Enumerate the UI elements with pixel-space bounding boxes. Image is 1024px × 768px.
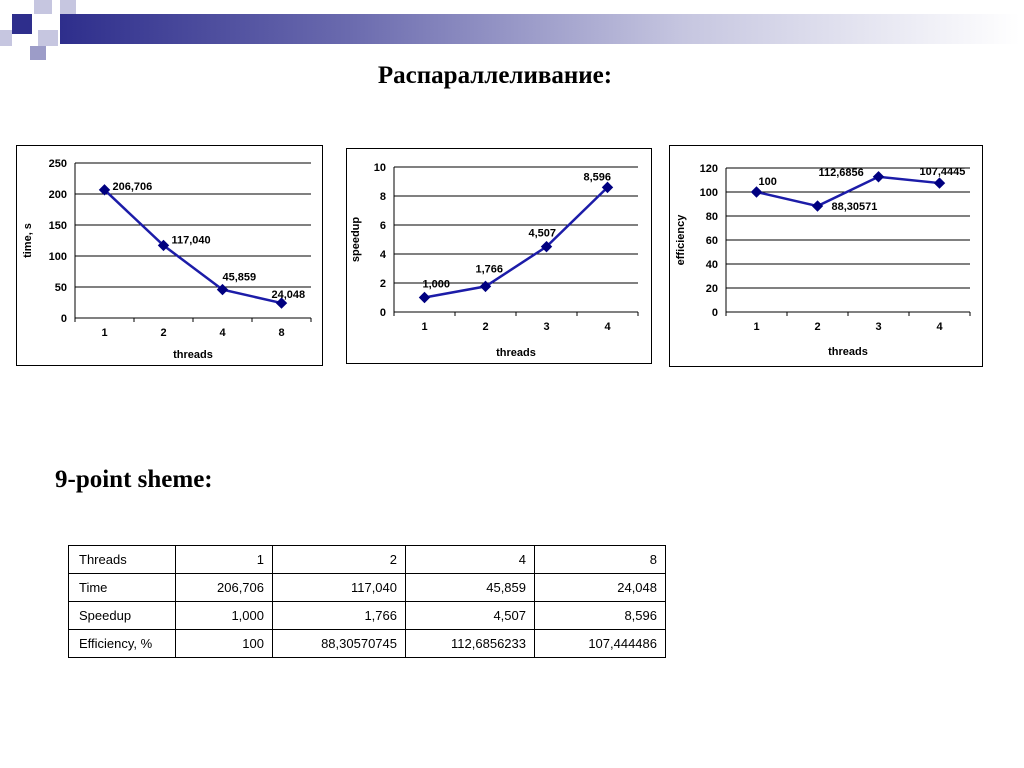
table-cell: 100	[176, 630, 273, 658]
y-tick-label: 150	[48, 220, 67, 232]
data-label: 107,4445	[919, 166, 966, 179]
data-label: 88,30571	[831, 201, 878, 214]
y-tick-label: 120	[699, 163, 718, 175]
y-tick-label: 60	[705, 235, 718, 247]
time-chart	[16, 145, 323, 366]
y-tick-label: 100	[699, 187, 718, 199]
table-cell: 1,766	[273, 602, 406, 630]
y-tick-label: 4	[379, 249, 386, 261]
header-square-light	[60, 0, 76, 14]
table-cell: 88,30570745	[273, 630, 406, 658]
data-label: 45,859	[222, 271, 257, 284]
y-tick-label: 8	[379, 191, 386, 203]
table-cell: 112,6856233	[406, 630, 535, 658]
x-tick-label: 4	[604, 321, 611, 333]
table-row	[69, 602, 666, 630]
x-tick-label: 2	[814, 321, 821, 333]
data-label: 112,6856	[818, 166, 864, 179]
time-chart-svg	[17, 146, 322, 365]
header-gradient-bar	[60, 14, 1020, 44]
efficiency-chart-svg	[670, 146, 982, 366]
x-tick-label: 2	[482, 321, 489, 333]
x-tick-label: 1	[101, 327, 108, 339]
table-cell: 4	[406, 546, 535, 574]
results-table	[68, 545, 666, 658]
y-tick-label: 0	[711, 307, 718, 319]
x-tick-label: 3	[875, 321, 882, 333]
section-heading: 9-point sheme:	[55, 466, 213, 493]
header-square-mid	[30, 46, 46, 60]
y-tick-label: 100	[48, 251, 67, 263]
data-label: 24,048	[271, 289, 306, 302]
table-cell: 24,048	[535, 574, 666, 602]
x-tick-label: 4	[936, 321, 943, 333]
row-header-cell: Threads	[69, 546, 176, 574]
data-label: 1,000	[422, 278, 451, 291]
y-tick-label: 40	[705, 259, 718, 271]
table-row	[69, 630, 666, 658]
y-tick-label: 0	[379, 307, 386, 319]
table-cell: 1,000	[176, 602, 273, 630]
y-tick-label: 50	[54, 282, 67, 294]
data-point	[813, 201, 823, 211]
x-axis-title: threads	[496, 347, 536, 359]
table-cell: 206,706	[176, 574, 273, 602]
x-tick-label: 8	[278, 327, 285, 339]
x-tick-label: 2	[160, 327, 167, 339]
header-square-light	[0, 30, 12, 46]
y-tick-label: 250	[48, 158, 67, 170]
table-cell: 8	[535, 546, 666, 574]
table-cell: 45,859	[406, 574, 535, 602]
table-cell: 107,444486	[535, 630, 666, 658]
y-tick-label: 80	[705, 211, 718, 223]
y-tick-label: 200	[48, 189, 67, 201]
page-title: Распараллеливание:	[377, 62, 613, 89]
x-tick-label: 4	[219, 327, 226, 339]
table-cell: 4,507	[406, 602, 535, 630]
header-square-dark	[12, 14, 32, 34]
y-tick-label: 0	[60, 313, 67, 325]
data-label: 206,706	[112, 180, 153, 193]
table-row	[69, 546, 666, 574]
y-axis-title: efficiency	[675, 214, 687, 266]
x-axis-title: threads	[173, 349, 213, 361]
y-tick-label: 2	[379, 278, 386, 290]
data-label: 100	[758, 176, 777, 188]
data-point	[935, 178, 945, 188]
series-line	[422, 187, 608, 297]
row-header-cell: Time	[69, 574, 176, 602]
data-label: 117,040	[171, 234, 211, 247]
data-point	[874, 172, 884, 182]
data-label: 8,596	[583, 171, 612, 184]
speedup-chart	[346, 148, 652, 364]
data-point	[752, 187, 762, 197]
header-square-light	[38, 30, 58, 46]
x-tick-label: 1	[753, 321, 760, 333]
y-tick-label: 6	[379, 220, 386, 232]
table-cell: 1	[176, 546, 273, 574]
x-tick-label: 1	[421, 321, 428, 333]
data-label: 1,766	[475, 263, 504, 276]
y-tick-label: 20	[705, 283, 718, 295]
data-label: 4,507	[528, 227, 557, 240]
row-header-cell: Efficiency, %	[69, 630, 176, 658]
x-axis-title: threads	[828, 346, 868, 358]
table-cell: 8,596	[535, 602, 666, 630]
y-axis-title: time, s	[22, 223, 34, 258]
data-point	[420, 293, 430, 303]
y-axis-title: speedup	[350, 216, 362, 263]
series-line	[105, 190, 282, 303]
x-tick-label: 3	[543, 321, 550, 333]
efficiency-chart	[669, 145, 983, 367]
y-tick-label: 10	[373, 162, 386, 174]
table-cell: 2	[273, 546, 406, 574]
table-cell: 117,040	[273, 574, 406, 602]
header-square-light	[34, 0, 52, 14]
table-row	[69, 574, 666, 602]
speedup-chart-svg	[347, 149, 651, 363]
row-header-cell: Speedup	[69, 602, 176, 630]
